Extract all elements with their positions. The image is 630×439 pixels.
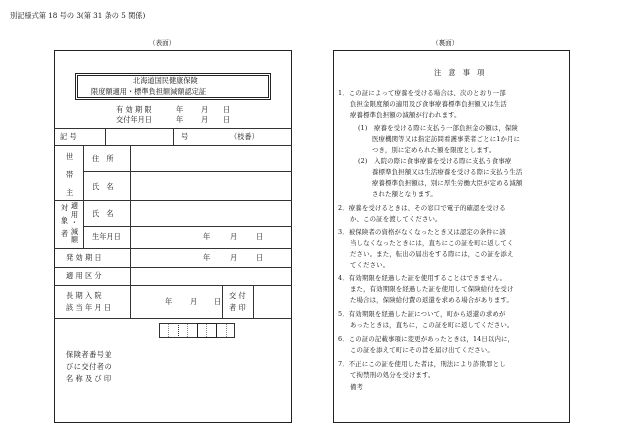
effective-date-label: 発 効 期 日 [66,253,102,262]
issue-year: 年 [176,115,184,124]
note-line: つき，別に定められた額を限度とします。 [372,146,496,154]
note-line: て拘禁刑の処分を受けます。 [350,371,435,379]
birth-year: 年 [203,232,211,241]
subject-label-col2: 適 用 ・ 減 額 [70,201,79,244]
note-line: か、この証を渡してください。 [350,215,442,223]
long-hospitalization-label-2: 該 当 年 月 日 [66,303,112,312]
front-side-label: （表面） [149,39,176,47]
note-line: 養標準負担額又は生活療養を受ける際に支払う生活 [372,168,523,176]
household-head-char-3: 主 [66,188,74,197]
birth-month: 月 [230,232,238,241]
effective-day: 日 [256,253,264,262]
symbol-label: 記 号 [60,132,77,141]
effective-year: 年 [203,253,211,262]
birth-date-label: 生年月日 [92,232,121,241]
title-line-1: 北海道国民健康保険 [133,76,198,85]
note-line: 医療機関等又は指定訪問看護事業者ごとに1か月に [372,135,521,143]
note-line: (1) 療養を受ける際に支払う一部負担金の額は，保険 [358,124,518,132]
insurer-label-1: 保険者番号並 [66,350,113,359]
note-line: 備考 [350,383,364,391]
number-label: 号 [181,132,189,141]
category-label: 適 用 区 分 [66,271,102,280]
long-hosp-month: 月 [190,297,198,306]
note-line: この証を添えて町にその旨を届け出てください。 [350,346,494,354]
long-hospitalization-label-1: 長 期 入 院 [66,291,102,300]
birth-day: 日 [256,232,264,241]
note-line: 負担金限度額の適用及び食事療養標準負担額又は生活 [350,100,507,108]
insurer-label-3: 名 称 及 び 印 [66,374,112,383]
title-line-2: 限度額適用・標準負担額減額認定証 [91,87,207,96]
note-line: 療養標準負担額は，別に厚生労働大臣が定める減額 [372,179,523,187]
note-line: 2．療養を受けるときは、その窓口で電子的確認を受ける [338,204,506,212]
issuer-seal-label-1: 交 付 [229,291,246,300]
valid-month: 月 [201,105,209,114]
insurer-number-check-digit [197,323,217,338]
note-line: てください。 [350,261,390,269]
effective-month: 月 [230,253,238,262]
note-line: 7．不正にこの証を使用した者は，刑法により詐欺罪とし [338,360,506,368]
issue-day: 日 [223,115,231,124]
household-head-char-1: 世 [66,152,74,161]
note-line: あったときは，直ちに，この証を町に返してください。 [350,321,514,329]
household-name-label: 氏 名 [92,182,114,191]
note-line: 5．有効期限を経過した証について，町から返還の求めが [338,310,506,318]
subject-name-label: 氏 名 [92,209,114,218]
issuer-seal-label-2: 者 印 [229,303,246,312]
note-line: 療養標準負担額の減額が行われます。 [350,111,461,119]
note-line: 4．有効期限を経過した証を使用することはできません。 [338,274,507,282]
note-line: 3．被保険者の資格がなくなったとき又は認定の条件に該 [338,228,506,236]
insurer-label-2: びに交付者の [66,362,113,371]
back-side-label: （裏面） [432,39,459,47]
note-line: 当しなくなったときには，直ちにこの証を町に返してく [350,239,514,247]
long-hosp-day: 日 [214,297,222,306]
valid-day: 日 [223,105,231,114]
issue-month: 月 [201,115,209,124]
note-line: された額となります。 [372,190,437,198]
valid-year: 年 [176,105,184,114]
subject-label-col1: 対 象 者 [60,203,69,238]
long-hosp-year: 年 [165,297,173,306]
notes-title: 注 意 事 項 [434,68,485,77]
note-line: ださい。また，転出の届出をする際には，この証を添え [350,250,514,258]
note-line: 6．この証の記載事項に変更があったときは，14日以内に， [338,335,515,343]
note-line: た場合は，保険給付費の返還を求める場合があります。 [350,296,514,304]
household-address-label: 住 所 [92,154,114,163]
household-head-char-2: 帯 [66,170,74,179]
note-line: (2) 入院の際に食事療養を受ける際に支払う食事療 [358,157,512,165]
note-line: また，有効期限を経過した証を使用して保険給付を受け [350,285,514,293]
valid-until-label: 有 効 期 限 [116,105,152,114]
note-line: 1．この証によって療養を受ける場合は、次のとおり一部 [338,89,506,97]
branch-number-label: （枝番） [230,132,259,141]
form-number-header: 別記様式第 18 号の 3(第 31 条の 5 関係) [10,11,146,20]
issue-date-label: 交付年月日 [116,115,152,124]
